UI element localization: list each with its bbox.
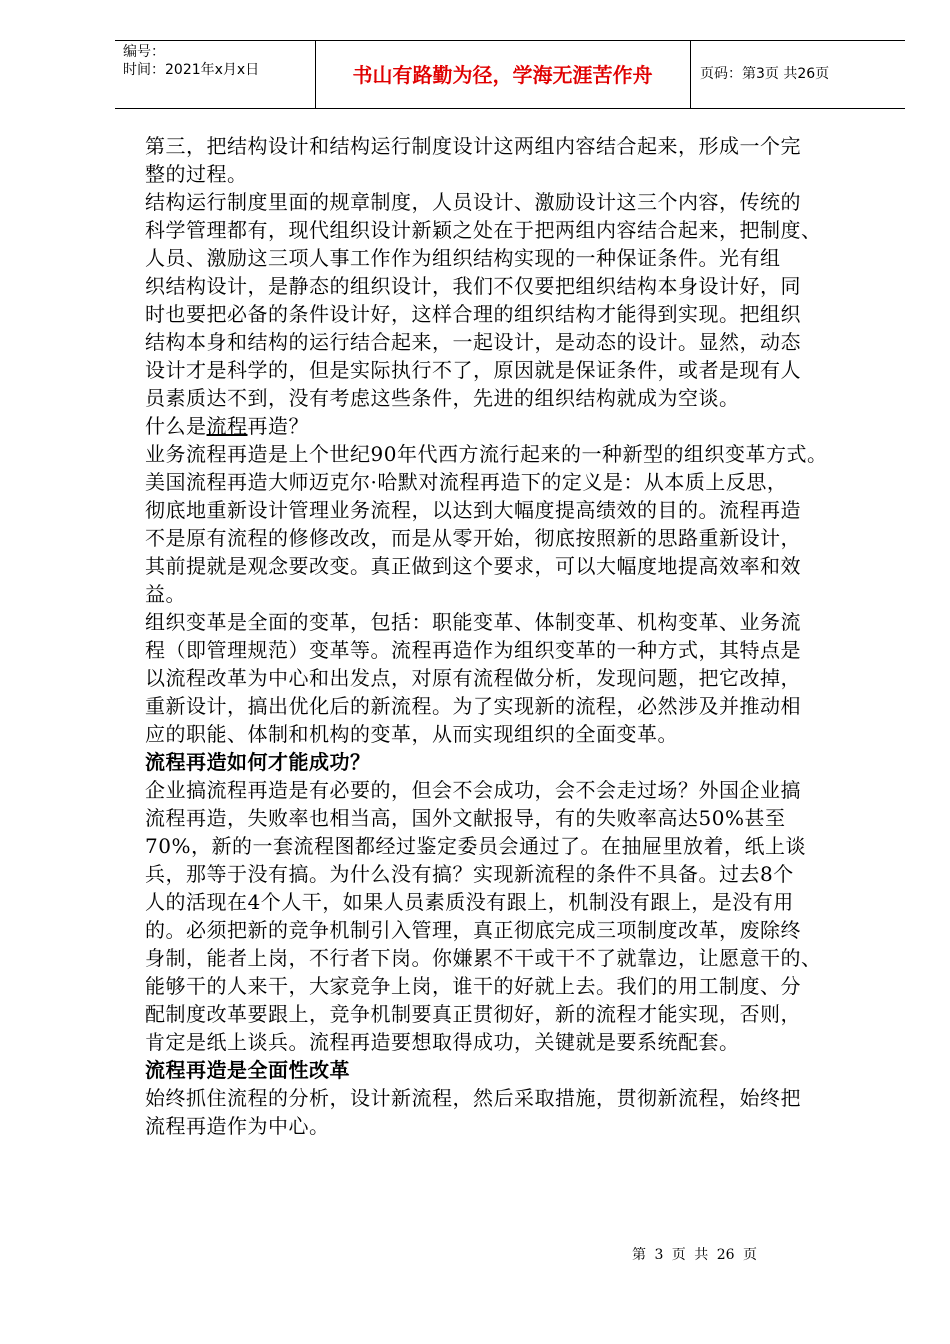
body-line: 肯定是纸上谈兵。流程再造要想取得成功，关键就是要系统配套。 [145,1030,740,1054]
body-line: 70%，新的一套流程图都经过鉴定委员会通过了。在抽屉里放着，纸上谈 [145,834,806,858]
body-line: 美国流程再造大师迈克尔·哈默对流程再造下的定义是：从本质上反思， [145,470,788,494]
underlined-term: 流程 [206,414,248,438]
page-footer: 第 3 页 共 26 页 [632,1247,757,1263]
header-page-cell [690,41,905,108]
body-line: 益。 [145,582,186,606]
body-line: 人员、激励这三项人事工作作为组织结构实现的一种保证条件。光有组 [145,246,781,270]
body-line: 始终抓住流程的分析，设计新流程，然后采取措施，贯彻新流程，始终把 [145,1086,801,1110]
body-line: 结构运行制度里面的规章制度，人员设计、激励设计这三个内容，传统的 [145,190,801,214]
body-line: 其前提就是观念要改变。真正做到这个要求，可以大幅度地提高效率和效 [145,554,801,578]
body-line: 重新设计，搞出优化后的新流程。为了实现新的流程，必然涉及并推动相 [145,694,801,718]
body-line: 员素质达不到，没有考虑这些条件，先进的组织结构就成为空谈。 [145,386,740,410]
body-line: 不是原有流程的修修改改，而是从零开始，彻底按照新的思路重新设计， [145,526,801,550]
document-body [145,132,885,1140]
body-line: 流程再造，失败率也相当高，国外文献报导，有的失败率高达50%甚至 [145,806,786,830]
number-label: 编号： [123,44,165,60]
body-line: 时也要把必备的条件设计好，这样合理的组织结构才能得到实现。把组织 [145,302,801,326]
body-line: 配制度改革要跟上，竞争机制要真正贯彻好，新的流程才能实现，否则， [145,1002,801,1026]
body-line: 程（即管理规范）变革等。流程再造作为组织变革的一种方式，其特点是 [145,638,801,662]
body-line: 以流程改革为中心和出发点，对原有流程做分析，发现问题，把它改掉， [145,666,801,690]
body-line: 身制，能者上岗，不行者下岗。你嫌累不干或干不了就靠边，让愿意干的、 [145,946,822,970]
header-page-info: 页码：第3页 共26页 [700,66,830,82]
document-header [115,40,905,109]
body-line: 科学管理都有，现代组织设计新颖之处在于把两组内容结合起来，把制度、 [145,218,822,242]
header-motto-cell [315,41,691,108]
section-heading: 流程再造如何才能成功？ [145,750,371,774]
body-line: 第三，把结构设计和结构运行制度设计这两组内容结合起来，形成一个完 [145,134,801,158]
question-suffix: 再造？ [247,414,309,438]
question-prefix: 什么是 [145,414,207,438]
body-line: 彻底地重新设计管理业务流程，以达到大幅度提高绩效的目的。流程再造 [145,498,801,522]
body-line: 业务流程再造是上个世纪90年代西方流行起来的一种新型的组织变革方式。 [145,442,828,466]
body-line: 组织变革是全面的变革，包括：职能变革、体制变革、机构变革、业务流 [145,610,801,634]
body-line: 整的过程。 [145,162,248,186]
time-label: 时间：2021年x月x日 [123,62,260,78]
body-line: 人的活现在4个人干，如果人员素质没有跟上，机制没有跟上，是没有用 [145,890,794,914]
body-line: 能够干的人来干，大家竞争上岗，谁干的好就上去。我们的用工制度、分 [145,974,801,998]
body-line: 应的职能、体制和机构的变革，从而实现组织的全面变革。 [145,722,678,746]
body-line: 的。必须把新的竞争机制引入管理，真正彻底完成三项制度改革，废除终 [145,918,801,942]
body-line: 设计才是科学的，但是实际执行不了，原因就是保证条件，或者是现有人 [145,358,801,382]
body-line: 织结构设计，是静态的组织设计，我们不仅要把组织结构本身设计好，同 [145,274,801,298]
body-line: 兵，那等于没有搞。为什么没有搞？实现新流程的条件不具备。过去8个 [145,862,794,886]
body-line: 流程再造作为中心。 [145,1114,330,1138]
body-line: 企业搞流程再造是有必要的，但会不会成功，会不会走过场？外国企业搞 [145,778,801,802]
body-line: 结构本身和结构的运行结合起来，一起设计，是动态的设计。显然，动态 [145,330,801,354]
header-motto: 书山有路勤为径，学海无涯苦作舟 [352,63,653,87]
header-meta-cell [115,41,316,108]
question-line [145,412,885,440]
section-heading: 流程再造是全面性改革 [145,1058,350,1082]
